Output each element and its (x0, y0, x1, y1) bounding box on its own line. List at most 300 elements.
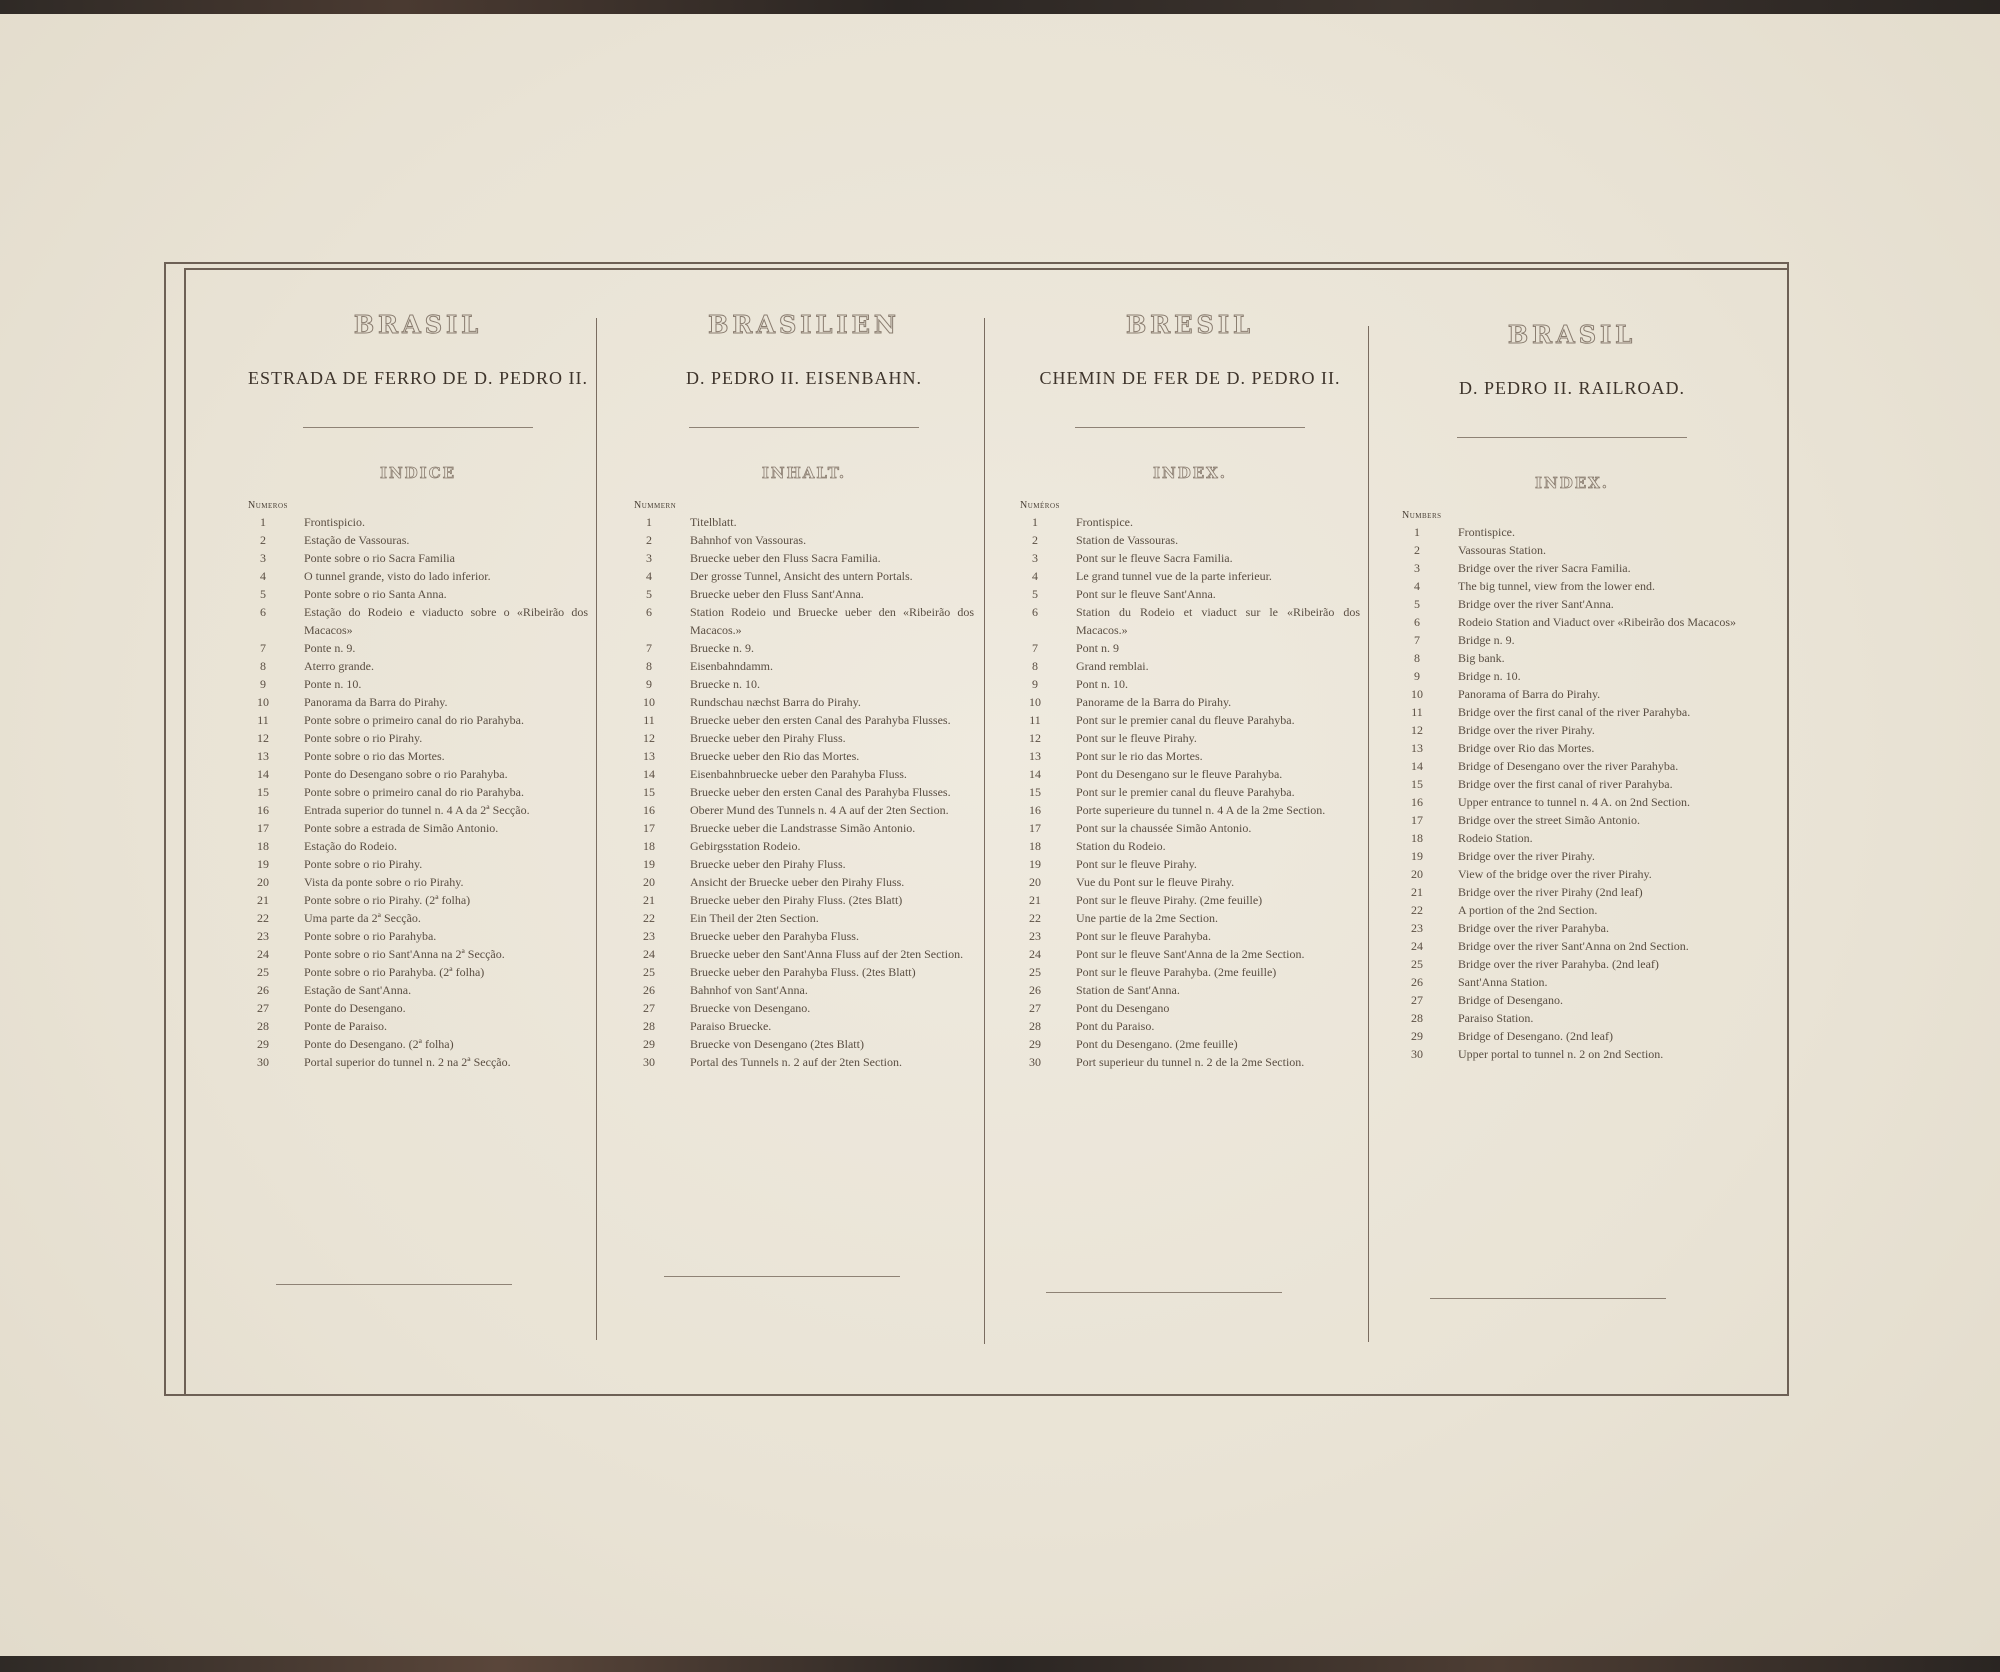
entry-title: Bridge n. 10. (1458, 669, 1521, 683)
numbers-label: Numéros (1020, 500, 1060, 511)
index-entry (634, 1035, 974, 1053)
index-entry (634, 801, 974, 819)
entry-number: 29 (1029, 1037, 1041, 1051)
index-title: INHALT. (761, 464, 847, 482)
entry-title: Le grand tunnel vue de la parte inferieur. (1076, 569, 1272, 583)
entry-title: Ponte sobre o rio Sacra Familia (304, 551, 455, 565)
entry-number: 20 (1411, 867, 1423, 881)
index-entry (248, 837, 588, 855)
entry-title: Ponte de Paraiso. (304, 1019, 387, 1033)
entry-number: 16 (1411, 795, 1423, 809)
index-entry (1402, 937, 1742, 955)
entry-number: 12 (643, 731, 655, 745)
index-entry (1020, 909, 1360, 927)
index-entry (634, 1017, 974, 1035)
entry-title: Pont sur le fleuve Parahyba. (2me feuille) (1076, 965, 1277, 979)
index-entry (1020, 549, 1360, 567)
entry-number: 8 (1414, 651, 1420, 665)
entry-number: 5 (646, 587, 652, 601)
index-entry (1402, 919, 1742, 937)
index-entry (1020, 639, 1360, 657)
index-entry (1020, 567, 1360, 585)
index-entry (1020, 783, 1360, 801)
index-entry (1020, 873, 1360, 891)
entry-title: Paraiso Bruecke. (690, 1019, 772, 1033)
entry-number: 3 (646, 551, 652, 565)
entry-number: 14 (1029, 767, 1041, 781)
entry-title: Pont sur le fleuve Sacra Familia. (1076, 551, 1233, 565)
entry-number: 2 (260, 533, 266, 547)
index-entry (248, 531, 588, 549)
footer-rule (664, 1276, 900, 1277)
entry-title: Ponte do Desengano. (304, 1001, 406, 1015)
entry-title: Ponte sobre o primeiro canal do rio Parahyba. (304, 713, 524, 727)
entry-number: 20 (1029, 875, 1041, 889)
entry-title: Pont sur la chaussée Simão Antonio. (1076, 821, 1252, 835)
entry-number: 15 (643, 785, 655, 799)
entry-number: 14 (1411, 759, 1423, 773)
entry-title: Ansicht der Bruecke ueber den Pirahy Fluss. (690, 875, 905, 889)
index-entry (1020, 1017, 1360, 1035)
index-entry (634, 711, 974, 729)
entry-title: Bruecke ueber den Pirahy Fluss. (2tes Blatt) (690, 893, 903, 907)
column-divider (596, 318, 597, 1340)
index-entry (634, 729, 974, 747)
index-title: INDICE (379, 464, 457, 482)
entry-title: Bruecke ueber den ersten Canal des Parahyba Flusses. (690, 713, 951, 727)
entry-number: 27 (1029, 1001, 1041, 1015)
index-entry (1402, 523, 1742, 541)
entry-number: 6 (1414, 615, 1420, 629)
index-entry (1402, 811, 1742, 829)
entry-number: 26 (1029, 983, 1041, 997)
column-subtitle: D. PEDRO II. EISENBAHN. (686, 368, 922, 388)
entry-number: 23 (257, 929, 269, 943)
entry-title: Eisenbahndamm. (690, 659, 773, 673)
index-column-english (1402, 320, 1742, 1063)
index-entry (248, 873, 588, 891)
entry-title: Bridge over the street Simão Antonio. (1458, 813, 1640, 827)
index-entry (634, 891, 974, 909)
index-entry (1402, 541, 1742, 559)
entry-title: Porte superieure du tunnel n. 4 A de la 2me Section. (1076, 803, 1326, 817)
entry-number: 28 (643, 1019, 655, 1033)
entry-number: 21 (1411, 885, 1423, 899)
index-entry (1020, 513, 1360, 531)
entry-title: Bridge of Desengano over the river Parahyba. (1458, 759, 1679, 773)
entry-number: 25 (1029, 965, 1041, 979)
index-entry (1402, 1027, 1742, 1045)
entry-number: 25 (1411, 957, 1423, 971)
entry-number: 24 (1029, 947, 1041, 961)
entry-number: 28 (1411, 1011, 1423, 1025)
entry-list (248, 513, 588, 1071)
entry-number: 23 (1411, 921, 1423, 935)
entry-title: Vista da ponte sobre o rio Pirahy. (304, 875, 464, 889)
entry-title: Bruecke n. 9. (690, 641, 754, 655)
entry-title: Bridge over the river Sacra Familia. (1458, 561, 1631, 575)
index-entry (248, 693, 588, 711)
entry-number: 26 (643, 983, 655, 997)
index-entry (1020, 855, 1360, 873)
index-entry (248, 1017, 588, 1035)
index-entry (248, 927, 588, 945)
entry-title: O tunnel grande, visto do lado inferior. (304, 569, 491, 583)
entry-number: 26 (1411, 975, 1423, 989)
index-entry (634, 603, 974, 639)
index-entry (1402, 775, 1742, 793)
entry-title: Ponte sobre o rio Pirahy. (2ª folha) (304, 893, 471, 907)
entry-number: 18 (643, 839, 655, 853)
entry-title: Pont sur le premier canal du fleuve Parahyba. (1076, 785, 1295, 799)
entry-number: 3 (260, 551, 266, 565)
index-entry (634, 873, 974, 891)
entry-title: Pont n. 9 (1076, 641, 1120, 655)
entry-number: 27 (257, 1001, 269, 1015)
entry-number: 21 (1029, 893, 1041, 907)
entry-number: 1 (1414, 525, 1420, 539)
entry-number: 4 (1032, 569, 1038, 583)
entry-number: 7 (1032, 641, 1038, 655)
index-entry (1402, 649, 1742, 667)
entry-number: 17 (257, 821, 269, 835)
entry-number: 11 (1411, 705, 1423, 719)
index-entry (634, 927, 974, 945)
entry-title: Vassouras Station. (1458, 543, 1546, 557)
index-title: INDEX. (1152, 464, 1228, 482)
entry-number: 11 (1029, 713, 1041, 727)
index-entry (1402, 901, 1742, 919)
entry-title: Rodeio Station. (1458, 831, 1533, 845)
index-entry (634, 657, 974, 675)
index-entry (1402, 865, 1742, 883)
entry-title: Station du Rodeio. (1076, 839, 1166, 853)
index-entry (1402, 595, 1742, 613)
entry-title: Bridge over the river Pirahy. (1458, 723, 1595, 737)
entry-number: 9 (1032, 677, 1038, 691)
index-entry (1020, 657, 1360, 675)
entry-number: 30 (1411, 1047, 1423, 1061)
entry-number: 6 (646, 605, 652, 619)
index-entry (634, 693, 974, 711)
entry-number: 19 (257, 857, 269, 871)
entry-number: 12 (1029, 731, 1041, 745)
index-entry (248, 1035, 588, 1053)
entry-number: 19 (1029, 857, 1041, 871)
entry-title: Pont du Desengano sur le fleuve Parahyba. (1076, 767, 1283, 781)
entry-title: Bridge over the river Parahyba. (1458, 921, 1609, 935)
header-rule (1075, 427, 1305, 428)
entry-title: Bruecke ueber den ersten Canal des Parahyba Flusses. (690, 785, 951, 799)
entry-number: 30 (1029, 1055, 1041, 1069)
entry-title: Ponte sobre o rio das Mortes. (304, 749, 445, 763)
entry-number: 26 (257, 983, 269, 997)
entry-number: 17 (1411, 813, 1423, 827)
entry-title: Ponte do Desengano sobre o rio Parahyba. (304, 767, 508, 781)
numbers-label: Nummern (634, 500, 677, 511)
index-entry (1402, 613, 1742, 631)
entry-number: 27 (1411, 993, 1423, 1007)
entry-title: Station Rodeio und Bruecke ueber den «Ribeirão dos Macacos.» (690, 605, 974, 637)
entry-number: 18 (257, 839, 269, 853)
entry-title: Ein Theil der 2ten Section. (690, 911, 819, 925)
index-entry (634, 747, 974, 765)
column-subtitle: CHEMIN DE FER DE D. PEDRO II. (1039, 368, 1341, 388)
entry-number: 7 (1414, 633, 1420, 647)
entry-title: Entrada superior do tunnel n. 4 A da 2ª Secção. (304, 803, 530, 817)
entry-title: Bahnhof von Sant'Anna. (690, 983, 808, 997)
entry-title: Ponte sobre o rio Santa Anna. (304, 587, 447, 601)
index-entry (634, 981, 974, 999)
entry-title: Pont sur le fleuve Pirahy. (2me feuille) (1076, 893, 1263, 907)
index-column-german (634, 310, 974, 1071)
index-entry (248, 747, 588, 765)
entry-title: Bridge over the first canal of river Parahyba. (1458, 777, 1673, 791)
index-entry (248, 783, 588, 801)
index-entry (1020, 927, 1360, 945)
entry-number: 18 (1411, 831, 1423, 845)
footer-rule (276, 1284, 512, 1285)
entry-title: Portal des Tunnels n. 2 auf der 2ten Section. (690, 1055, 902, 1069)
index-entry (634, 963, 974, 981)
entry-number: 23 (1029, 929, 1041, 943)
entry-number: 20 (257, 875, 269, 889)
entry-title: Panorame de la Barra do Pirahy. (1076, 695, 1232, 709)
index-entry (634, 585, 974, 603)
index-entry (1402, 757, 1742, 775)
entry-title: Bridge of Desengano. (2nd leaf) (1458, 1029, 1613, 1043)
entry-number: 17 (643, 821, 655, 835)
entry-title: Gebirgsstation Rodeio. (690, 839, 801, 853)
entry-title: Upper entrance to tunnel n. 4 A. on 2nd Section. (1458, 795, 1690, 809)
column-subtitle: D. PEDRO II. RAILROAD. (1459, 378, 1685, 398)
entry-number: 21 (257, 893, 269, 907)
entry-title: Ponte sobre o primeiro canal do rio Parahyba. (304, 785, 524, 799)
index-entry (248, 603, 588, 639)
index-entry (634, 999, 974, 1017)
entry-list (634, 513, 974, 1071)
index-entry (1402, 973, 1742, 991)
entry-number: 13 (643, 749, 655, 763)
entry-number: 22 (1029, 911, 1041, 925)
entry-number: 21 (643, 893, 655, 907)
entry-number: 15 (257, 785, 269, 799)
entry-title: Rodeio Station and Viaduct over «Ribeirão dos Macacos» (1458, 615, 1736, 629)
entry-title: Pont du Paraiso. (1076, 1019, 1155, 1033)
index-entry (1402, 847, 1742, 865)
entry-number: 1 (646, 515, 652, 529)
index-entry (1402, 739, 1742, 757)
index-entry (248, 567, 588, 585)
entry-number: 4 (260, 569, 266, 583)
entry-number: 24 (1411, 939, 1423, 953)
index-entry (1020, 999, 1360, 1017)
index-entry (248, 675, 588, 693)
entry-title: Vue du Pont sur le fleuve Pirahy. (1076, 875, 1235, 889)
entry-number: 12 (257, 731, 269, 745)
entry-title: Port superieur du tunnel n. 2 de la 2me Section. (1076, 1055, 1305, 1069)
entry-title: Bruecke ueber den Fluss Sant'Anna. (690, 587, 864, 601)
entry-title: Oberer Mund des Tunnels n. 4 A auf der 2ten Section. (690, 803, 949, 817)
index-entry (1402, 883, 1742, 901)
entry-number: 28 (1029, 1019, 1041, 1033)
header-rule (689, 427, 919, 428)
index-entry (634, 639, 974, 657)
index-entry (1020, 693, 1360, 711)
entry-title: Bridge n. 9. (1458, 633, 1515, 647)
entry-number: 14 (643, 767, 655, 781)
entry-number: 8 (646, 659, 652, 673)
entry-number: 2 (1032, 533, 1038, 547)
entry-title: Pont sur le fleuve Pirahy. (1076, 857, 1197, 871)
entry-title: Estação do Rodeio. (304, 839, 397, 853)
entry-title: Pont sur le fleuve Sant'Anna de la 2me Section. (1076, 947, 1305, 961)
entry-title: Bridge over the river Pirahy (2nd leaf) (1458, 885, 1643, 899)
column-divider (1368, 326, 1369, 1342)
entry-title: Pont n. 10. (1076, 677, 1129, 691)
entry-number: 17 (1029, 821, 1041, 835)
index-entry (248, 819, 588, 837)
entry-number: 27 (643, 1001, 655, 1015)
entry-title: Frontispice. (1458, 525, 1515, 539)
entry-number: 23 (643, 929, 655, 943)
entry-title: Ponte sobre o rio Pirahy. (304, 857, 423, 871)
entry-number: 13 (1411, 741, 1423, 755)
entry-number: 1 (1032, 515, 1038, 529)
entry-number: 11 (257, 713, 269, 727)
entry-title: Rundschau næchst Barra do Pirahy. (690, 695, 861, 709)
entry-title: Ponte sobre o rio Parahyba. (304, 929, 437, 943)
index-entry (248, 711, 588, 729)
entry-number: 6 (1032, 605, 1038, 619)
index-entry (1020, 819, 1360, 837)
entry-title: Pont du Desengano. (2me feuille) (1076, 1037, 1238, 1051)
entry-list (1402, 523, 1742, 1063)
entry-title: Pont sur le rio das Mortes. (1076, 749, 1203, 763)
entry-title: Pont sur le fleuve Pirahy. (1076, 731, 1197, 745)
entry-number: 4 (1414, 579, 1420, 593)
binding-edge-bottom (0, 1656, 2000, 1672)
index-entry (248, 585, 588, 603)
entry-title: Ponte sobre o rio Pirahy. (304, 731, 423, 745)
index-entry (248, 1053, 588, 1071)
entry-number: 15 (1029, 785, 1041, 799)
entry-number: 2 (646, 533, 652, 547)
index-entry (1402, 631, 1742, 649)
index-entry (1402, 577, 1742, 595)
entry-title: Une partie de la 2me Section. (1076, 911, 1218, 925)
entry-number: 25 (643, 965, 655, 979)
entry-number: 9 (646, 677, 652, 691)
entry-number: 14 (257, 767, 269, 781)
index-entry (634, 855, 974, 873)
index-entry (634, 675, 974, 693)
entry-number: 1 (260, 515, 266, 529)
entry-title: Bahnhof von Vassouras. (690, 533, 807, 547)
entry-title: Bruecke ueber den Parahyba Fluss. (2tes Blatt) (690, 965, 916, 979)
entry-title: Eisenbahnbruecke ueber den Parahyba Fluss. (690, 767, 907, 781)
index-column-portuguese (248, 310, 588, 1071)
entry-title: Panorama of Barra do Pirahy. (1458, 687, 1601, 701)
index-entry (248, 909, 588, 927)
index-entry (634, 765, 974, 783)
entry-title: Bruecke ueber den Sant'Anna Fluss auf der 2ten Section. (690, 947, 964, 961)
entry-number: 3 (1032, 551, 1038, 565)
index-entry (248, 891, 588, 909)
index-entry (248, 945, 588, 963)
entry-number: 15 (1411, 777, 1423, 791)
entry-title: Bruecke ueber den Pirahy Fluss. (690, 857, 846, 871)
entry-title: Bridge over the river Sant'Anna on 2nd Section. (1458, 939, 1689, 953)
header-rule (303, 427, 533, 428)
entry-number: 10 (1029, 695, 1041, 709)
column-subtitle: ESTRADA DE FERRO DE D. PEDRO II. (248, 368, 589, 388)
entry-number: 10 (643, 695, 655, 709)
entry-number: 13 (1029, 749, 1041, 763)
column-brand: BRASIL (353, 310, 483, 339)
entry-number: 19 (1411, 849, 1423, 863)
index-entry (1020, 945, 1360, 963)
entry-number: 12 (1411, 723, 1423, 737)
index-entry (1020, 675, 1360, 693)
entry-number: 30 (257, 1055, 269, 1069)
entry-title: Frontispicio. (304, 515, 366, 529)
index-entry (1402, 703, 1742, 721)
entry-title: Aterro grande. (304, 659, 374, 673)
index-entry (248, 639, 588, 657)
index-entry (1020, 585, 1360, 603)
index-entry (1020, 603, 1360, 639)
index-entry (634, 945, 974, 963)
index-entry (1402, 829, 1742, 847)
index-column-french (1020, 310, 1360, 1071)
entry-title: Pont sur le premier canal du fleuve Parahyba. (1076, 713, 1295, 727)
index-entry (1402, 1045, 1742, 1063)
entry-title: Pont sur le fleuve Parahyba. (1076, 929, 1211, 943)
entry-title: Bridge of Desengano. (1458, 993, 1563, 1007)
column-brand: BRASIL (1507, 320, 1637, 349)
entry-title: Titelblatt. (690, 515, 737, 529)
entry-number: 22 (257, 911, 269, 925)
entry-title: Ponte n. 9. (304, 641, 356, 655)
entry-title: Bruecke n. 10. (690, 677, 760, 691)
index-entry (1020, 963, 1360, 981)
index-entry (1020, 729, 1360, 747)
entry-title: Grand remblai. (1076, 659, 1149, 673)
entry-number: 5 (260, 587, 266, 601)
index-entry (1402, 685, 1742, 703)
entry-title: Bruecke von Desengano. (690, 1001, 811, 1015)
entry-number: 10 (257, 695, 269, 709)
entry-title: Bruecke ueber den Parahyba Fluss. (690, 929, 859, 943)
entry-number: 29 (1411, 1029, 1423, 1043)
entry-title: Sant'Anna Station. (1458, 975, 1548, 989)
entry-title: Upper portal to tunnel n. 2 on 2nd Section. (1458, 1047, 1664, 1061)
entry-number: 22 (643, 911, 655, 925)
entry-title: Station de Vassouras. (1076, 533, 1179, 547)
index-entry (248, 963, 588, 981)
index-entry (1020, 1053, 1360, 1071)
entry-title: Frontispice. (1076, 515, 1133, 529)
column-brand: BRESIL (1126, 310, 1254, 339)
entry-title: Pont sur le fleuve Sant'Anna. (1076, 587, 1216, 601)
index-title: INDEX. (1534, 474, 1610, 492)
entry-number: 29 (643, 1037, 655, 1051)
index-entry (1020, 747, 1360, 765)
entry-number: 9 (1414, 669, 1420, 683)
index-entry (248, 729, 588, 747)
entry-number: 3 (1414, 561, 1420, 575)
